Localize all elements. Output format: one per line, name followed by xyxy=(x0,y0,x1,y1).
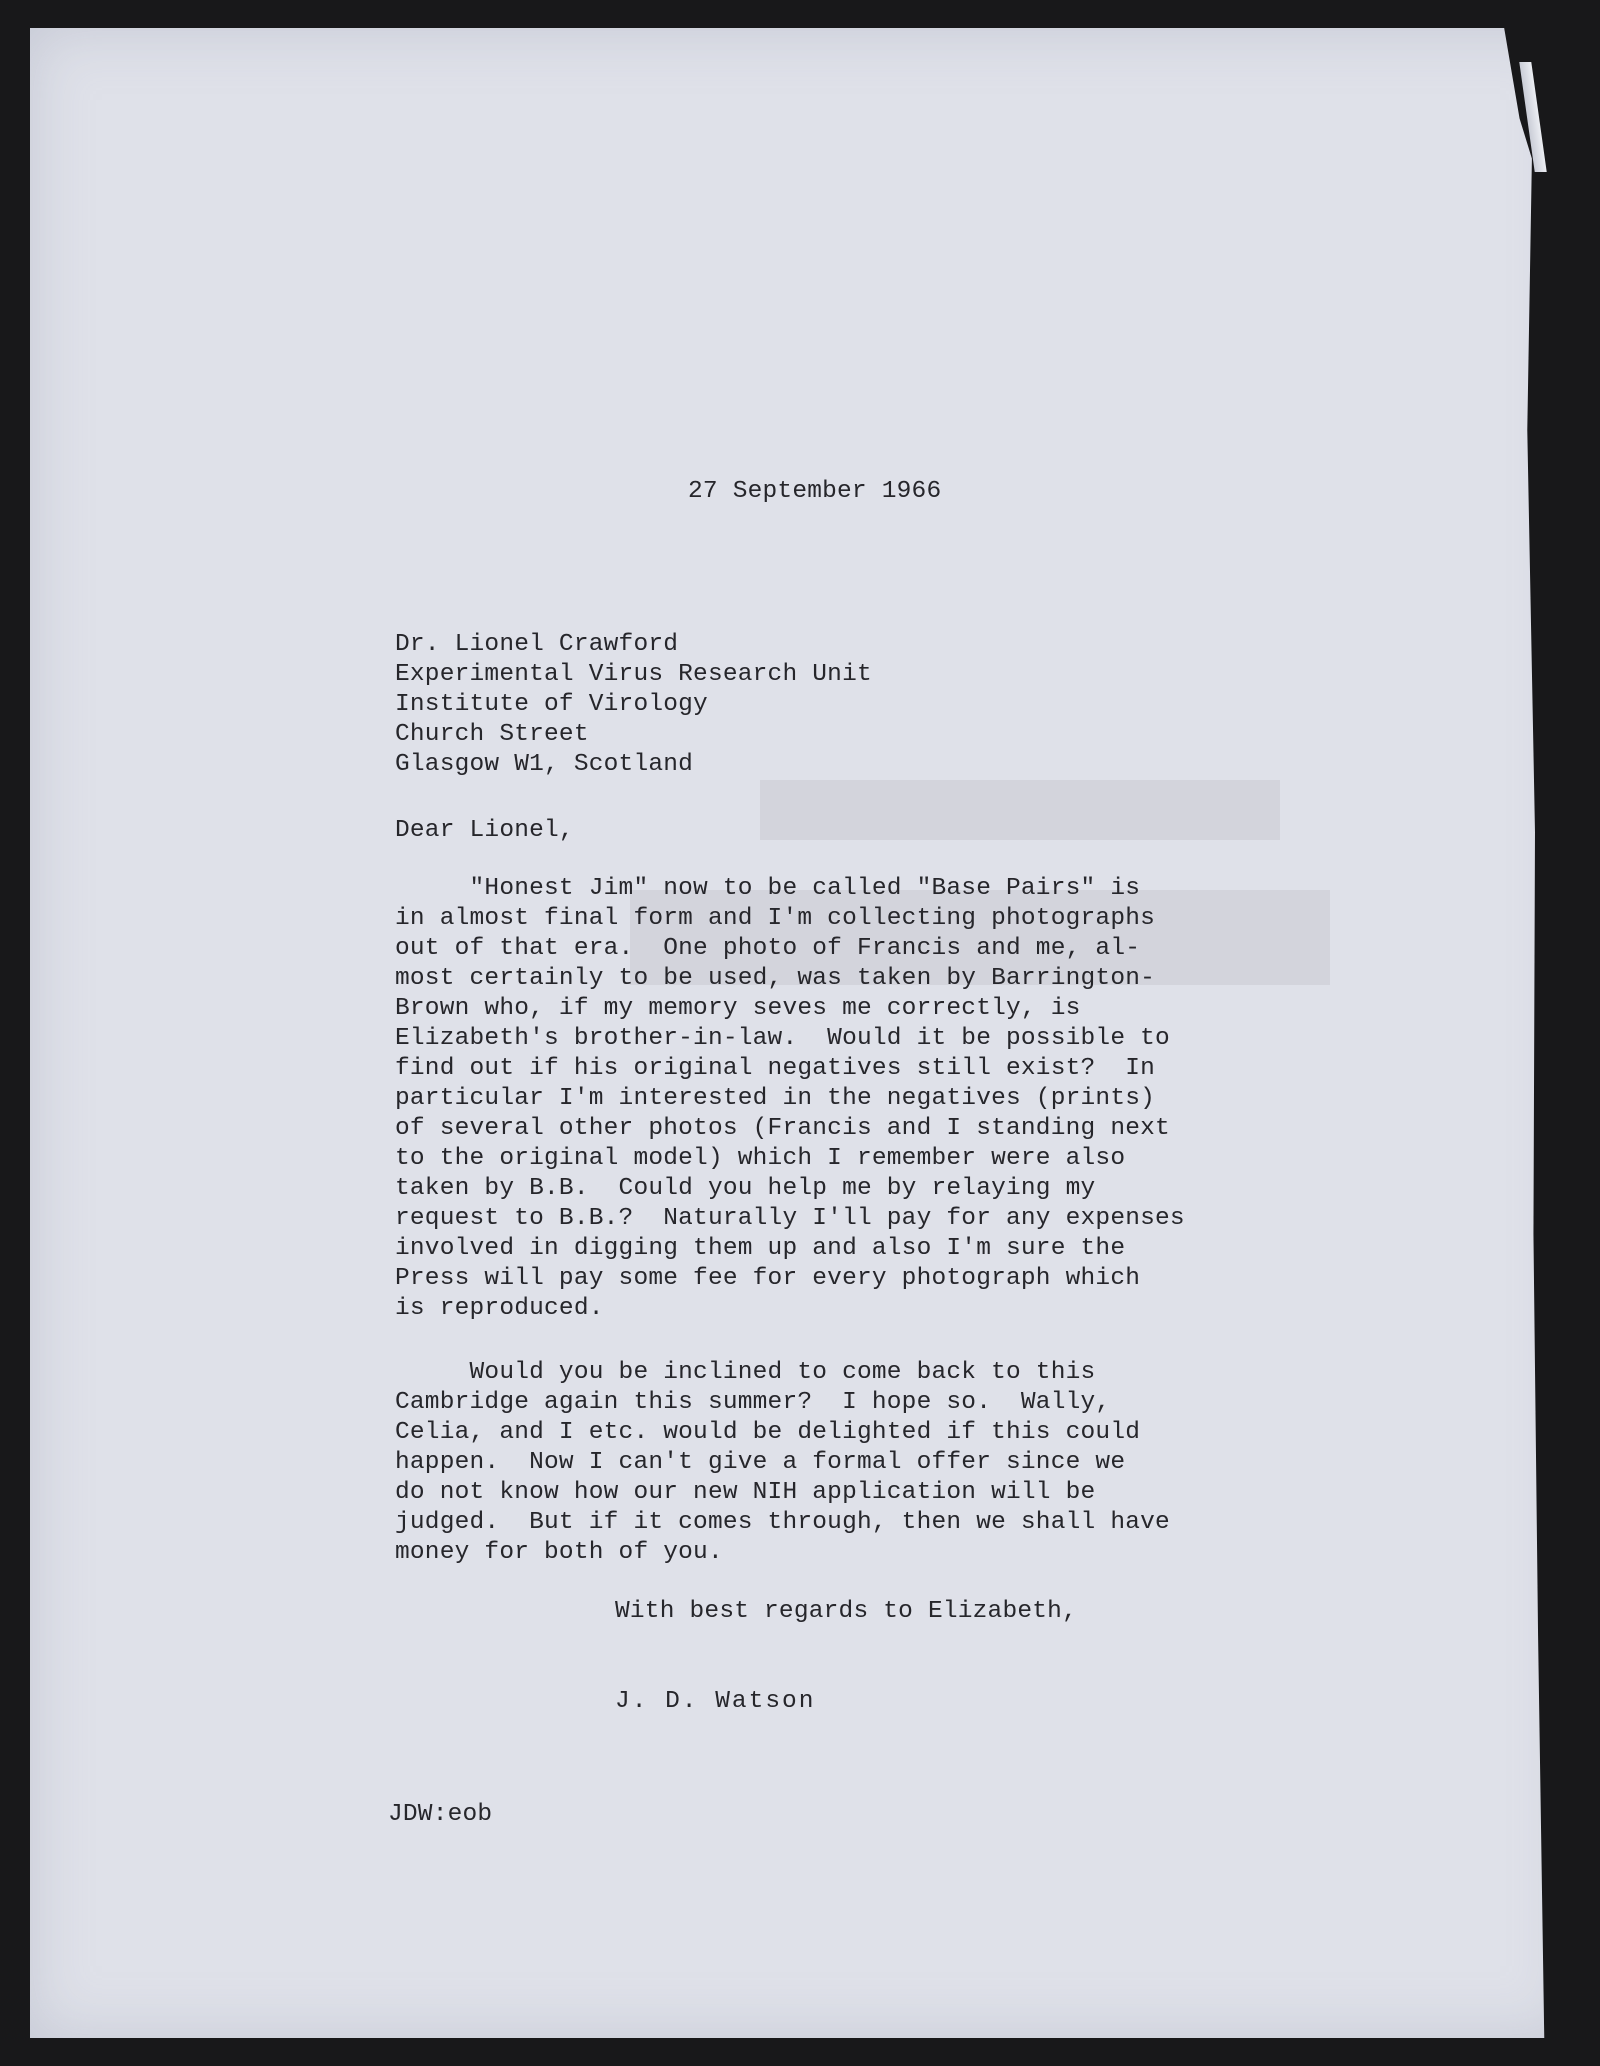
paragraph-line: Press will pay some fee for every photograph which xyxy=(395,1265,1141,1292)
paragraph-line: out of that era. One photo of Francis and me, al- xyxy=(395,935,1141,962)
paragraph-two xyxy=(395,1358,1170,1568)
typist-initials: JDW:eob xyxy=(388,1801,493,1828)
paragraph-line: do not know how our new NIH application will be xyxy=(395,1479,1096,1506)
paragraph-line: to the original model) which I remember were also xyxy=(395,1145,1126,1172)
address-line: Institute of Virology xyxy=(395,691,708,718)
paragraph-line: in almost final form and I'm collecting photographs xyxy=(395,905,1156,932)
paragraph-one xyxy=(395,874,1185,1324)
paragraph-line: find out if his original negatives still exist? In xyxy=(395,1055,1156,1082)
paragraph-line: taken by B.B. Could you help me by relaying my xyxy=(395,1175,1096,1202)
paragraph-line: Cambridge again this summer? I hope so. Wally, xyxy=(395,1389,1111,1416)
letter-date: 27 September 1966 xyxy=(688,478,942,505)
address-line: Dr. Lionel Crawford xyxy=(395,631,679,658)
signature-name: J. D. Watson xyxy=(615,1688,816,1715)
address-line: Church Street xyxy=(395,721,589,748)
paragraph-line: judged. But if it comes through, then we shall have xyxy=(395,1509,1170,1536)
paragraph-line: particular I'm interested in the negatives (prints) xyxy=(395,1085,1156,1112)
paragraph-line: "Honest Jim" now to be called "Base Pairs" is xyxy=(395,875,1141,902)
paragraph-line: most certainly to be used, was taken by Barrington- xyxy=(395,965,1156,992)
paragraph-line: Celia, and I etc. would be delighted if this could xyxy=(395,1419,1141,1446)
address-line: Glasgow W1, Scotland xyxy=(395,751,694,778)
closing: With best regards to Elizabeth, xyxy=(615,1598,1077,1625)
paragraph-line: Would you be inclined to come back to this xyxy=(395,1359,1096,1386)
paragraph-line: Brown who, if my memory seves me correctly, is xyxy=(395,995,1081,1022)
address-line: Experimental Virus Research Unit xyxy=(395,661,872,688)
paragraph-line: happen. Now I can't give a formal offer since we xyxy=(395,1449,1126,1476)
paragraph-line: is reproduced. xyxy=(395,1295,604,1322)
paragraph-line: Elizabeth's brother-in-law. Would it be possible to xyxy=(395,1025,1170,1052)
recipient-address xyxy=(395,630,872,780)
salutation: Dear Lionel, xyxy=(395,817,574,844)
paragraph-line: money for both of you. xyxy=(395,1539,723,1566)
paragraph-line: request to B.B.? Naturally I'll pay for any expenses xyxy=(395,1205,1185,1232)
paragraph-line: involved in digging them up and also I'm sure the xyxy=(395,1235,1126,1262)
paragraph-line: of several other photos (Francis and I standing next xyxy=(395,1115,1170,1142)
